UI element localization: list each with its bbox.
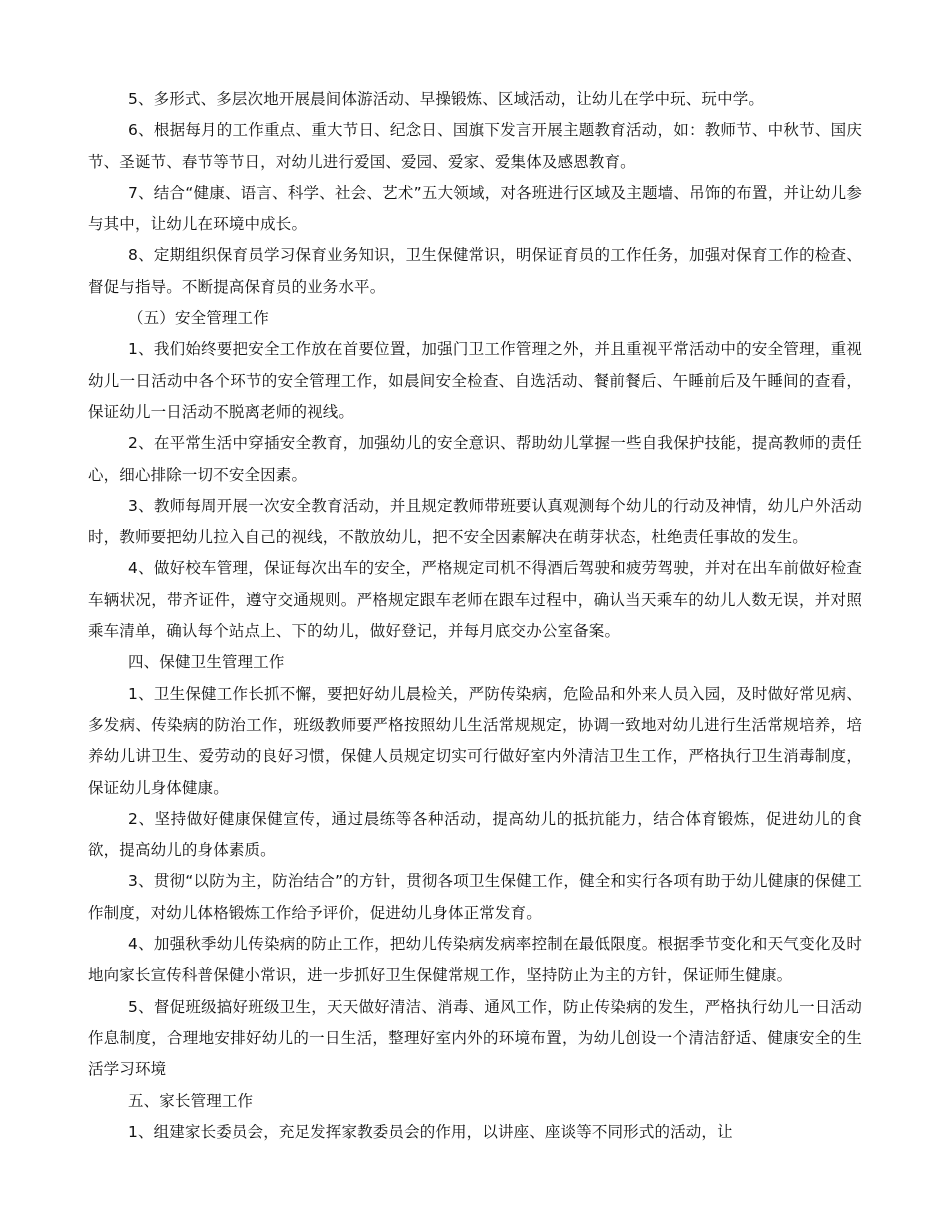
paragraph-item-5-activities: 5、多形式、多层次地开展晨间体游活动、早操锻炼、区域活动，让幼儿在学中玩、玩中学。 — [128, 90, 765, 108]
section-heading-parent-management: 五、家长管理工作 — [128, 1091, 254, 1110]
paragraph-item-8-caregiver-training: 8、定期组织保育员学习保育业务知识，卫生保健常识，明保证育员的工作任务，加强对保育工作的检查、督促与指导。不断提高保育员的业务水平。 — [88, 246, 862, 296]
paragraph-parent-1: 1、组建家长委员会，充足发挥家教委员会的作用，以讲座、座谈等不同形式的活动，让 — [128, 1122, 733, 1141]
paragraph-safety-2: 2、在平常生活中穿插安全教育，加强幼儿的安全意识、帮助幼儿掌握一些自我保护技能，提高教师的责任心，细心排除一切不安全因素。 — [88, 434, 862, 484]
paragraph-safety-3: 3、教师每周开展一次安全教育活动，并且规定教师带班要认真观测每个幼儿的行动及神情，幼儿户外活动时，教师要把幼儿拉入自己的视线，不散放幼儿，把不安全因素解决在萌芽状态，杜绝责任事故的发生。 — [88, 496, 862, 547]
paragraph-health-3: 3、贯彻“以防为主，防治结合”的方针，贯彻各项卫生保健工作，健全和实行各项有助于幼儿健康的保健工作制度，对幼儿体格锻炼工作给予评价，促进幼儿身体正常发育。 — [88, 872, 862, 922]
paragraph-health-1: 1、卫生保健工作长抓不懈，要把好幼儿晨检关，严防传染病，危险品和外来人员入园，及时做好常见病、多发病、传染病的防治工作，班级教师要严格按照幼儿生活常规规定，协调一致地对幼儿进行生活常规培养，培养幼儿讲卫生、爱劳动的良好习惯，保健人员规定切实可行做好室内外清洁卫生工作，严格执行卫生消毒制度，保证幼儿身体健康。 — [88, 684, 862, 797]
paragraph-health-4: 4、加强秋季幼儿传染病的防止工作，把幼儿传染病发病率控制在最低限度。根据季节变化和天气变化及时地向家长宣传科普保健小常识，进一步抓好卫生保健常规工作，坚持防止为主的方针，保证师生健康。 — [88, 935, 862, 985]
document-body — [88, 84, 862, 1148]
paragraph-item-6-theme-education: 6、根据每月的工作重点、重大节日、纪念日、国旗下发言开展主题教育活动，如：教师节、中秋节、国庆节、圣诞节、春节等节日，对幼儿进行爱国、爱园、爱家、爱集体及感恩教育。 — [88, 121, 862, 171]
paragraph-item-7-five-domains: 7、结合“健康、语言、科学、社会、艺术”五大领域，对各班进行区域及主题墙、吊饰的布置，并让幼儿参与其中，让幼儿在环境中成长。 — [88, 183, 862, 234]
paragraph-health-2: 2、坚持做好健康保健宣传，通过晨练等各种活动，提高幼儿的抵抗能力，结合体育锻炼，促进幼儿的食欲，提高幼儿的身体素质。 — [88, 809, 862, 860]
section-heading-safety-management: （五）安全管理工作 — [128, 309, 269, 328]
paragraph-safety-4-school-bus: 4、做好校车管理，保证每次出车的安全，严格规定司机不得酒后驾驶和疲劳驾驶，并对在出车前做好检查车辆状况，带齐证件，遵守交通规则。严格规定跟车老师在跟车过程中，确认当天乘车的幼儿人数无误，并对照乘车清单，确认每个站点上、下的幼儿，做好登记，并每月底交办公室备案。 — [88, 559, 862, 641]
paragraph-health-5: 5、督促班级搞好班级卫生，天天做好清洁、消毒、通风工作，防止传染病的发生，严格执行幼儿一日活动作息制度，合理地安排好幼儿的一日生活，整理好室内外的环境布置，为幼儿创设一个清洁舒适、健康安全的生活学习环境 — [88, 997, 862, 1079]
section-heading-health-hygiene: 四、保健卫生管理工作 — [128, 653, 285, 672]
paragraph-safety-1: 1、我们始终要把安全工作放在首要位置，加强门卫工作管理之外，并且重视平常活动中的安全管理，重视幼儿一日活动中各个环节的安全管理工作，如晨间安全检查、自选活动、餐前餐后、午睡前后及午睡间的查看，保证幼儿一日活动不脱离老师的视线。 — [88, 340, 862, 421]
